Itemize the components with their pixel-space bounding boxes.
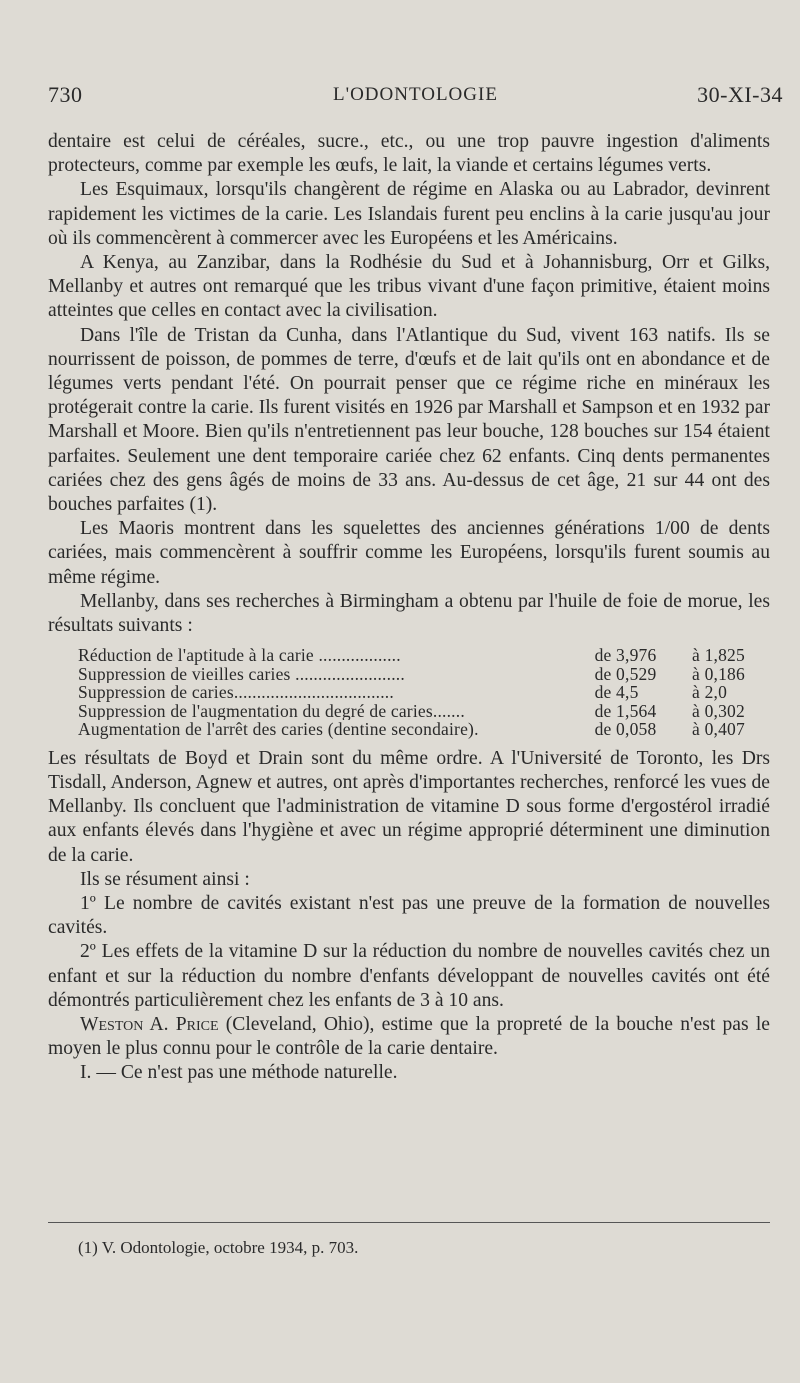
paragraph [48,1013,770,1061]
results-list [78,646,770,739]
result-row [78,665,770,684]
result-from: de 3,976 [594,645,657,666]
result-to: à 0,407 [692,719,745,740]
result-to: à 2,0 [692,682,728,703]
paragraph: I. — Ce n'est pas une méthode naturelle. [80,1062,398,1084]
result-from: de 0,529 [594,663,657,684]
result-row [78,646,770,665]
result-row [78,702,770,721]
result-label: Réduction de l'aptitude à la carie .................. [78,646,401,665]
result-row [78,683,770,702]
result-to: à 0,186 [692,663,745,684]
result-label: Suppression de caries................................... [78,683,394,702]
paragraph: Les résultats de Boyd et Drain sont du même ordre. A l'Université de Toronto, les Drs Tisdall, Anderson, Agnew et autres, ont après d'importantes recherches, renforcé les vues de Mellanby. Ils concluent que l'administration de vitamine D sous forme d'ergostérol irradié aux enfants élevés dans l'hygiène et avec un régime approprié déterminent une diminution de la carie. [48,747,770,866]
result-to: à 0,302 [692,700,745,721]
footnote-divider [48,1222,770,1223]
journal-title: L'ODONTOLOGIE [333,84,498,105]
result-to: à 1,825 [692,645,745,666]
paragraph: Les Esquimaux, lorsqu'ils changèrent de régime en Alaska ou au Labrador, devinrent rapidement les victimes de la carie. Les Islandais furent peu enclins à la carie jusqu'au jour où ils commencèrent à commercer avec les Européens et les Américains. [48,179,770,249]
paragraph-text: (Cleveland, Ohio), estime que la propreté de la bouche n'est pas le moyen le plus connu pour le contrôle de la carie dentaire. [48,1014,770,1060]
paragraph: dentaire est celui de céréales, sucre., etc., ou une trop pauvre ingestion d'aliments protecteurs, comme par exemple les œufs, le lait, la viande et certains légumes verts. [48,131,770,177]
paragraph: Dans l'île de Tristan da Cunha, dans l'Atlantique du Sud, vivent 163 natifs. Ils se nourrissent de poisson, de pommes de terre, d'œufs et de lait qu'ils ont en abondance et de légumes verts pendant l'été. On pourrait penser que ce régime riche en minéraux les protégerait contre la carie. Ils furent visités en 1926 par Marshall et Sampson et en 1932 par Marshall et Moore. Bien qu'ils n'entretiennent pas leur bouche, 128 bouches sur 154 étaient parfaites. Seulement une dent temporaire cariée chez 62 enfants. Cinq dents permanentes cariées chez des gens âgés de moins de 33 ans. Au-dessus de cet âge, 21 sur 44 ont des bouches parfaites (1). [48,324,770,516]
body-text [48,130,770,1086]
paragraph: A Kenya, au Zanzibar, dans la Rodhésie du Sud et à Johannisburg, Orr et Gilks, Mellanby et autres ont remarqué que les tribus vivant d'une façon primitive, étaient moins atteintes que celles en contact avec la civilisation. [48,252,770,322]
author-name: Weston A. Price [80,1014,219,1035]
page-number: 730 [48,82,83,107]
result-from: de 1,564 [594,700,657,721]
running-header [48,82,783,112]
paragraph: 2º Les effets de la vitamine D sur la réduction du nombre de nouvelles cavités chez un enfant et sur la réduction du nombre d'enfants développant de nouvelles cavités ont été démontrés particulièrement chez les enfants de 3 à 10 ans. [48,941,770,1011]
result-label: Suppression de l'augmentation du degré de caries....... [78,701,465,721]
paragraph: Ils se résument ainsi : [80,868,250,890]
result-label: Augmentation de l'arrêt des caries (dentine secondaire). [78,720,479,739]
paragraph: 1º Le nombre de cavités existant n'est pas une preuve de la formation de nouvelles cavités. [48,892,770,939]
paragraph: Les Maoris montrent dans les squelettes des anciennes générations 1/00 de dents cariées, mais commencèrent à souffrir comme les Européens, lorsqu'ils furent soumis au même régime. [48,518,770,588]
result-row [78,720,770,739]
paragraph: Mellanby, dans ses recherches à Birmingham a obtenu par l'huile de foie de morue, les résultats suivants : [48,590,770,637]
footnote: (1) V. Odontologie, octobre 1934, p. 703. [78,1238,359,1257]
result-label: Suppression de vieilles caries ........................ [78,664,405,684]
issue-date: 30-XI-34 [697,82,783,107]
result-from: de 4,5 [594,682,639,703]
result-from: de 0,058 [594,719,657,740]
